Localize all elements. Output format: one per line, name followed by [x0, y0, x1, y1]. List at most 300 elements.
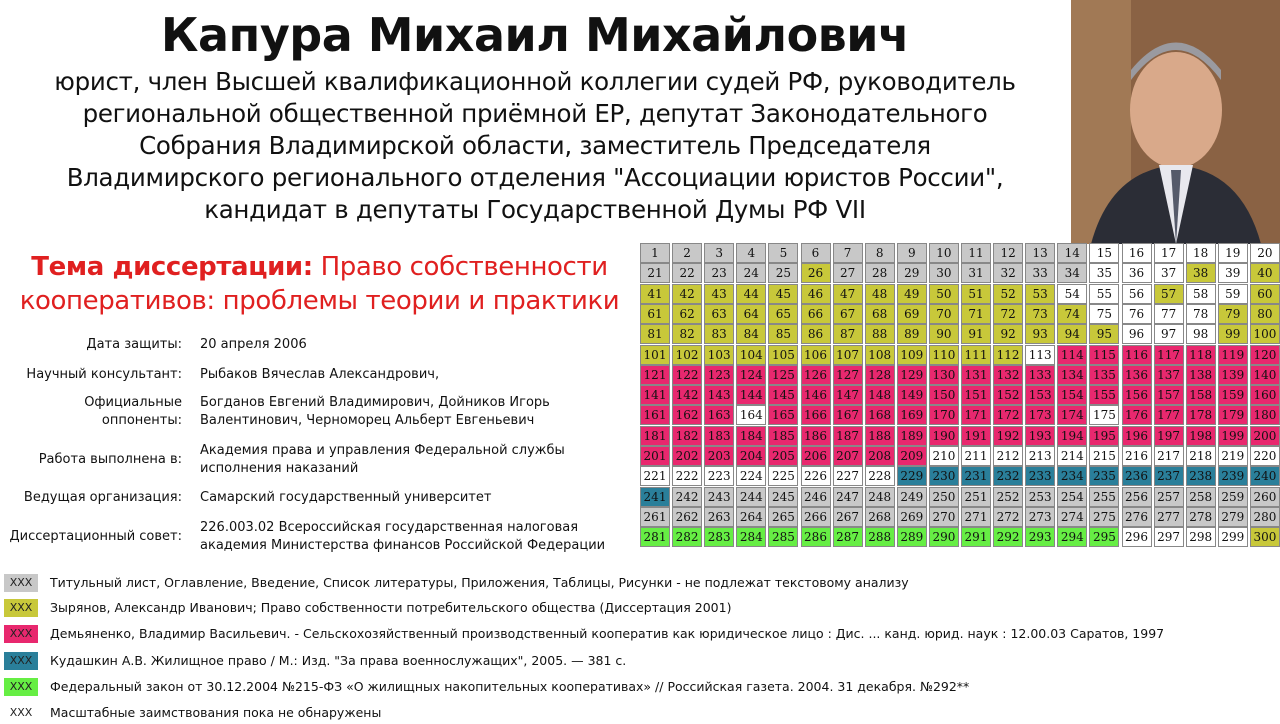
- page-cell: 6: [801, 243, 831, 263]
- page-cell: 187: [833, 426, 863, 446]
- page-cell: 277: [1154, 507, 1184, 527]
- page-cell: 44: [736, 284, 766, 304]
- page-cell: 221: [640, 466, 670, 486]
- page-cell: 130: [929, 365, 959, 385]
- page-cell: 81: [640, 324, 670, 344]
- person-description: [0, 66, 1070, 226]
- page-cell: 48: [865, 284, 895, 304]
- page-cell: 268: [865, 507, 895, 527]
- page-cell: 99: [1218, 324, 1248, 344]
- page-cell: 206: [801, 446, 831, 466]
- page-cell: 284: [736, 527, 766, 547]
- page-cell: 283: [704, 527, 734, 547]
- page-cell: 83: [704, 324, 734, 344]
- page-cell: 254: [1057, 487, 1087, 507]
- page-cell: 151: [961, 385, 991, 405]
- page-cell: 112: [993, 345, 1023, 365]
- page-cell: 200: [1250, 426, 1280, 446]
- page-cell: 80: [1250, 304, 1280, 324]
- page-cell: 92: [993, 324, 1023, 344]
- page-cell: 227: [833, 466, 863, 486]
- page-cell: 166: [801, 405, 831, 425]
- page-cell: 219: [1218, 446, 1248, 466]
- page-cell: 2: [672, 243, 702, 263]
- page-cell: 182: [672, 426, 702, 446]
- page-cell: 155: [1089, 385, 1119, 405]
- legend-text: Федеральный закон от 30.12.2004 №215-ФЗ «О жилищных накопительных кооперативах» // Российская газета. 2004. 31 декабря. №292**: [50, 679, 970, 694]
- page-cell: 209: [897, 446, 927, 466]
- page-cell: 201: [640, 446, 670, 466]
- page-cell: 71: [961, 304, 991, 324]
- page-cell: 164: [736, 405, 766, 425]
- page-cell: 181: [640, 426, 670, 446]
- page-cell: 263: [704, 507, 734, 527]
- page-cell: 114: [1057, 345, 1087, 365]
- page-cell: 27: [833, 263, 863, 283]
- page-cell: 31: [961, 263, 991, 283]
- page-cell: 266: [801, 507, 831, 527]
- page-cell: 199: [1218, 426, 1248, 446]
- page-cell: 117: [1154, 345, 1184, 365]
- page-cell: 55: [1089, 284, 1119, 304]
- page-cell: 267: [833, 507, 863, 527]
- page-cell: 127: [833, 365, 863, 385]
- page-cell: 205: [768, 446, 798, 466]
- page-cell: 24: [736, 263, 766, 283]
- page-cell: 52: [993, 284, 1023, 304]
- page-cell: 143: [704, 385, 734, 405]
- page-cell: 299: [1218, 527, 1248, 547]
- legend-text: Масштабные заимствования пока не обнаружены: [50, 705, 382, 720]
- legend-text: Кудашкин А.В. Жилищное право / М.: Изд. "За права военнослужащих", 2005. — 381 с.: [50, 653, 627, 668]
- page-cell: 197: [1154, 426, 1184, 446]
- page-cell: 105: [768, 345, 798, 365]
- page-cell: 251: [961, 487, 991, 507]
- page-cell: 278: [1186, 507, 1216, 527]
- page-cell: 188: [865, 426, 895, 446]
- page-cell: 235: [1089, 466, 1119, 486]
- legend-item: [0, 702, 1280, 724]
- page-cell: 300: [1250, 527, 1280, 547]
- page-cell: 73: [1025, 304, 1055, 324]
- page-cell: 282: [672, 527, 702, 547]
- page-cell: 12: [993, 243, 1023, 263]
- info-value: Самарский государственный университет: [200, 490, 492, 505]
- page-cell: 67: [833, 304, 863, 324]
- page-cell: 90: [929, 324, 959, 344]
- page-cell: 35: [1089, 263, 1119, 283]
- subtitle-line: юрист, член Высшей квалификационной коллегии судей РФ, руководитель: [54, 67, 1016, 96]
- page-cell: 103: [704, 345, 734, 365]
- page-cell: 104: [736, 345, 766, 365]
- page-cell: 93: [1025, 324, 1055, 344]
- page-cell: 261: [640, 507, 670, 527]
- page-cell: 7: [833, 243, 863, 263]
- page-cell: 280: [1250, 507, 1280, 527]
- page-cell: 50: [929, 284, 959, 304]
- page-cell: 154: [1057, 385, 1087, 405]
- legend-text: Зырянов, Александр Иванович; Право собственности потребительского общества (Диссертация 2001): [50, 600, 732, 615]
- page-cell: 16: [1122, 243, 1152, 263]
- page-cell: 139: [1218, 365, 1248, 385]
- page-cell: 257: [1154, 487, 1184, 507]
- page-cell: 14: [1057, 243, 1087, 263]
- page-cell: 22: [672, 263, 702, 283]
- page-map-grid: [640, 242, 1280, 570]
- page-cell: 29: [897, 263, 927, 283]
- page-cell: 122: [672, 365, 702, 385]
- legend-swatch: XXX: [4, 704, 38, 722]
- legend-swatch: XXX: [4, 652, 38, 670]
- page-cell: 17: [1154, 243, 1184, 263]
- page-cell: 196: [1122, 426, 1152, 446]
- page-cell: 97: [1154, 324, 1184, 344]
- page-cell: 119: [1218, 345, 1248, 365]
- page-cell: 28: [865, 263, 895, 283]
- page-cell: 240: [1250, 466, 1280, 486]
- page-cell: 121: [640, 365, 670, 385]
- page-cell: 88: [865, 324, 895, 344]
- page-cell: 255: [1089, 487, 1119, 507]
- page-cell: 142: [672, 385, 702, 405]
- page-cell: 113: [1025, 345, 1055, 365]
- page-cell: 243: [704, 487, 734, 507]
- page-cell: 157: [1154, 385, 1184, 405]
- page-cell: 259: [1218, 487, 1248, 507]
- page-cell: 213: [1025, 446, 1055, 466]
- page-cell: 175: [1089, 405, 1119, 425]
- page-cell: 222: [672, 466, 702, 486]
- page-cell: 68: [865, 304, 895, 324]
- page-cell: 126: [801, 365, 831, 385]
- page-cell: 298: [1186, 527, 1216, 547]
- page-cell: 84: [736, 324, 766, 344]
- page-cell: 148: [865, 385, 895, 405]
- page-cell: 128: [865, 365, 895, 385]
- page-cell: 178: [1186, 405, 1216, 425]
- page-cell: 273: [1025, 507, 1055, 527]
- page-cell: 153: [1025, 385, 1055, 405]
- page-cell: 59: [1218, 284, 1248, 304]
- portrait-illustration: [1071, 0, 1280, 244]
- page-cell: 190: [929, 426, 959, 446]
- page-cell: 43: [704, 284, 734, 304]
- legend-swatch: XXX: [4, 625, 38, 643]
- page-cell: 185: [768, 426, 798, 446]
- page-cell: 124: [736, 365, 766, 385]
- page-cell: 72: [993, 304, 1023, 324]
- page-cell: 183: [704, 426, 734, 446]
- page-cell: 172: [993, 405, 1023, 425]
- page-cell: 49: [897, 284, 927, 304]
- page-cell: 19: [1218, 243, 1248, 263]
- page-cell: 216: [1122, 446, 1152, 466]
- page-cell: 230: [929, 466, 959, 486]
- page-cell: 156: [1122, 385, 1152, 405]
- topic-text: Право собственности кооперативов: проблемы теории и практики: [19, 252, 620, 316]
- page-cell: 198: [1186, 426, 1216, 446]
- legend-swatch: XXX: [4, 599, 38, 617]
- page-cell: 5: [768, 243, 798, 263]
- page-cell: 194: [1057, 426, 1087, 446]
- page-cell: 176: [1122, 405, 1152, 425]
- legend-text: Титульный лист, Оглавление, Введение, Список литературы, Приложения, Таблицы, Рисунки - не подлежат текстовому анализу: [50, 575, 909, 590]
- page-cell: 46: [801, 284, 831, 304]
- legend-item: [0, 597, 1280, 619]
- page-cell: 118: [1186, 345, 1216, 365]
- page-cell: 262: [672, 507, 702, 527]
- page-cell: 82: [672, 324, 702, 344]
- page-cell: 10: [929, 243, 959, 263]
- page-cell: 163: [704, 405, 734, 425]
- page-cell: 265: [768, 507, 798, 527]
- page-cell: 129: [897, 365, 927, 385]
- page-cell: 170: [929, 405, 959, 425]
- page-cell: 95: [1089, 324, 1119, 344]
- page-cell: 21: [640, 263, 670, 283]
- page-cell: 276: [1122, 507, 1152, 527]
- info-label: Дата защиты:: [86, 337, 182, 352]
- page-cell: 248: [865, 487, 895, 507]
- page-cell: 242: [672, 487, 702, 507]
- page-cell: 184: [736, 426, 766, 446]
- page-cell: 70: [929, 304, 959, 324]
- page-cell: 290: [929, 527, 959, 547]
- page-cell: 297: [1154, 527, 1184, 547]
- page-cell: 291: [961, 527, 991, 547]
- page-cell: 51: [961, 284, 991, 304]
- page-cell: 210: [929, 446, 959, 466]
- page-cell: 167: [833, 405, 863, 425]
- page-cell: 125: [768, 365, 798, 385]
- page-cell: 36: [1122, 263, 1152, 283]
- page-cell: 237: [1154, 466, 1184, 486]
- page-cell: 96: [1122, 324, 1152, 344]
- page-cell: 40: [1250, 263, 1280, 283]
- page-cell: 231: [961, 466, 991, 486]
- page-cell: 193: [1025, 426, 1055, 446]
- page-cell: 91: [961, 324, 991, 344]
- page-cell: 269: [897, 507, 927, 527]
- page-cell: 228: [865, 466, 895, 486]
- page-cell: 85: [768, 324, 798, 344]
- page-cell: 211: [961, 446, 991, 466]
- page-cell: 102: [672, 345, 702, 365]
- page-cell: 106: [801, 345, 831, 365]
- page-cell: 53: [1025, 284, 1055, 304]
- page-cell: 173: [1025, 405, 1055, 425]
- page-cell: 239: [1218, 466, 1248, 486]
- page-cell: 138: [1186, 365, 1216, 385]
- subtitle-line: Собрания Владимирской области, заместитель Председателя: [139, 131, 931, 160]
- page-cell: 146: [801, 385, 831, 405]
- page-cell: 160: [1250, 385, 1280, 405]
- page-cell: 98: [1186, 324, 1216, 344]
- page-cell: 26: [801, 263, 831, 283]
- page-cell: 61: [640, 304, 670, 324]
- page-cell: 247: [833, 487, 863, 507]
- page-cell: 169: [897, 405, 927, 425]
- page-cell: 186: [801, 426, 831, 446]
- page-cell: 229: [897, 466, 927, 486]
- page-cell: 232: [993, 466, 1023, 486]
- page-cell: 177: [1154, 405, 1184, 425]
- page-cell: 191: [961, 426, 991, 446]
- page-cell: 272: [993, 507, 1023, 527]
- page-cell: 271: [961, 507, 991, 527]
- info-value: 226.003.02 Всероссийская государственная налоговая академия Министерства финансов Российской Федерации: [200, 520, 606, 553]
- page-cell: 189: [897, 426, 927, 446]
- page-cell: 18: [1186, 243, 1216, 263]
- page-cell: 220: [1250, 446, 1280, 466]
- page-cell: 110: [929, 345, 959, 365]
- page-cell: 75: [1089, 304, 1119, 324]
- page-cell: 214: [1057, 446, 1087, 466]
- page-cell: 158: [1186, 385, 1216, 405]
- portrait-photo: [1071, 0, 1280, 244]
- page-cell: 218: [1186, 446, 1216, 466]
- page-cell: 171: [961, 405, 991, 425]
- page-cell: 42: [672, 284, 702, 304]
- info-label: Диссертационный совет:: [9, 529, 182, 544]
- page-cell: 236: [1122, 466, 1152, 486]
- page-cell: 86: [801, 324, 831, 344]
- page-cell: 260: [1250, 487, 1280, 507]
- page-cell: 152: [993, 385, 1023, 405]
- page-cell: 87: [833, 324, 863, 344]
- page-cell: 179: [1218, 405, 1248, 425]
- page-cell: 32: [993, 263, 1023, 283]
- info-value: 20 апреля 2006: [200, 337, 307, 352]
- page-cell: 66: [801, 304, 831, 324]
- page-cell: 13: [1025, 243, 1055, 263]
- page-cell: 108: [865, 345, 895, 365]
- page-cell: 195: [1089, 426, 1119, 446]
- page-cell: 256: [1122, 487, 1152, 507]
- page-cell: 141: [640, 385, 670, 405]
- page-cell: 134: [1057, 365, 1087, 385]
- page-cell: 162: [672, 405, 702, 425]
- info-label: Официальные оппоненты:: [84, 395, 182, 428]
- page-cell: 246: [801, 487, 831, 507]
- page-cell: 238: [1186, 466, 1216, 486]
- page-cell: 1: [640, 243, 670, 263]
- page-cell: 223: [704, 466, 734, 486]
- page-cell: 208: [865, 446, 895, 466]
- page-cell: 62: [672, 304, 702, 324]
- page-cell: 144: [736, 385, 766, 405]
- page-cell: 241: [640, 487, 670, 507]
- page-cell: 140: [1250, 365, 1280, 385]
- page-cell: 107: [833, 345, 863, 365]
- page-cell: 147: [833, 385, 863, 405]
- legend-swatch: XXX: [4, 574, 38, 592]
- page-cell: 202: [672, 446, 702, 466]
- page-cell: 76: [1122, 304, 1152, 324]
- page-cell: 9: [897, 243, 927, 263]
- page-cell: 253: [1025, 487, 1055, 507]
- page-cell: 77: [1154, 304, 1184, 324]
- page-cell: 279: [1218, 507, 1248, 527]
- page-cell: 161: [640, 405, 670, 425]
- page-cell: 137: [1154, 365, 1184, 385]
- page-cell: 79: [1218, 304, 1248, 324]
- page-cell: 225: [768, 466, 798, 486]
- page-cell: 159: [1218, 385, 1248, 405]
- topic-label: Тема диссертации:: [31, 252, 313, 282]
- page-cell: 60: [1250, 284, 1280, 304]
- page-cell: 204: [736, 446, 766, 466]
- info-value: Рыбаков Вячеслав Александрович,: [200, 367, 440, 382]
- page-cell: 4: [736, 243, 766, 263]
- page-cell: 63: [704, 304, 734, 324]
- page-cell: 20: [1250, 243, 1280, 263]
- page-cell: 294: [1057, 527, 1087, 547]
- legend-item: [0, 676, 1280, 698]
- legend-item: [0, 572, 1280, 594]
- page-cell: 245: [768, 487, 798, 507]
- page-cell: 123: [704, 365, 734, 385]
- page-cell: 34: [1057, 263, 1087, 283]
- page-cell: 264: [736, 507, 766, 527]
- page-cell: 203: [704, 446, 734, 466]
- page-cell: 131: [961, 365, 991, 385]
- page-cell: 89: [897, 324, 927, 344]
- page-cell: 45: [768, 284, 798, 304]
- page-cell: 115: [1089, 345, 1119, 365]
- page-cell: 224: [736, 466, 766, 486]
- page-cell: 165: [768, 405, 798, 425]
- page-cell: 38: [1186, 263, 1216, 283]
- page-cell: 174: [1057, 405, 1087, 425]
- page-cell: 192: [993, 426, 1023, 446]
- legend-text: Демьяненко, Владимир Васильевич. - Сельскохозяйственный производственный кооператив как юридическое лицо : Дис. ... канд. юрид. наук : 12.00.03 Саратов, 1997: [50, 626, 1165, 641]
- page-cell: 233: [1025, 466, 1055, 486]
- page-cell: 258: [1186, 487, 1216, 507]
- page-cell: 3: [704, 243, 734, 263]
- page-cell: 74: [1057, 304, 1087, 324]
- legend-item: [0, 623, 1280, 645]
- page-cell: 111: [961, 345, 991, 365]
- page-cell: 207: [833, 446, 863, 466]
- legend-swatch: XXX: [4, 678, 38, 696]
- page-cell: 23: [704, 263, 734, 283]
- page-cell: 100: [1250, 324, 1280, 344]
- page-cell: 135: [1089, 365, 1119, 385]
- page-cell: 78: [1186, 304, 1216, 324]
- page-cell: 69: [897, 304, 927, 324]
- page-cell: 292: [993, 527, 1023, 547]
- page-cell: 180: [1250, 405, 1280, 425]
- page-cell: 281: [640, 527, 670, 547]
- page-cell: 287: [833, 527, 863, 547]
- info-value: Богданов Евгений Владимирович, Дойников Игорь Валентинович, Черноморец Альберт Евгеньевич: [200, 395, 550, 428]
- page-cell: 168: [865, 405, 895, 425]
- legend-item: [0, 650, 1280, 672]
- page-cell: 101: [640, 345, 670, 365]
- page-cell: 39: [1218, 263, 1248, 283]
- page-cell: 37: [1154, 263, 1184, 283]
- page-cell: 296: [1122, 527, 1152, 547]
- page-cell: 274: [1057, 507, 1087, 527]
- page-cell: 30: [929, 263, 959, 283]
- page-cell: 33: [1025, 263, 1055, 283]
- page-cell: 47: [833, 284, 863, 304]
- page-cell: 120: [1250, 345, 1280, 365]
- page-cell: 149: [897, 385, 927, 405]
- page-cell: 8: [865, 243, 895, 263]
- info-label: Научный консультант:: [26, 367, 182, 382]
